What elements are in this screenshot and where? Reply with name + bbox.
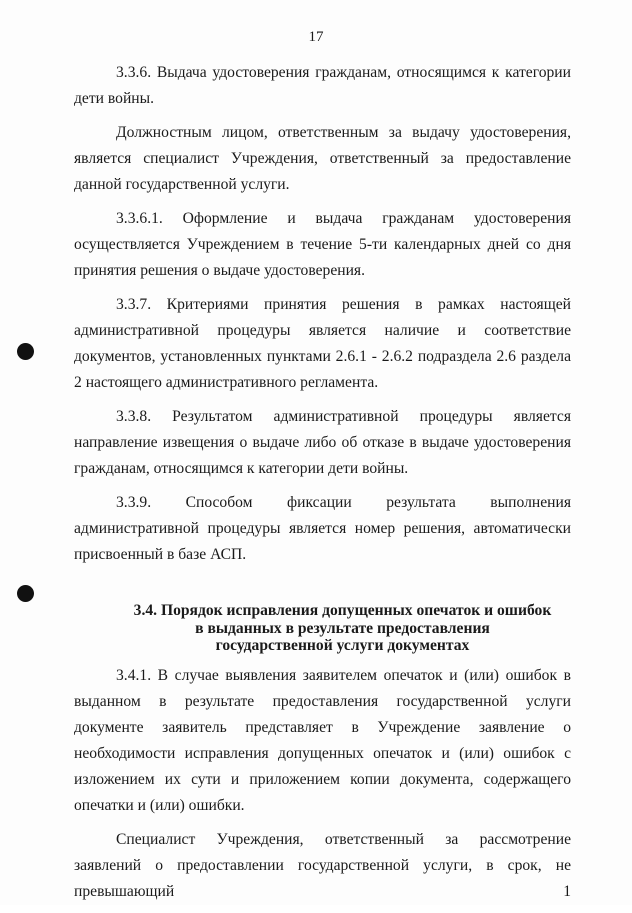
document-body — [74, 60, 571, 913]
paragraph-specialist: Специалист Учреждения, ответственный за рассмотрение заявлений о предоставлении государственной услуги, в срок, не превышающий 1 — [74, 830, 571, 900]
section-heading-line: в выданных в результате предоставления — [195, 619, 490, 637]
paragraph-3-3-6-1: 3.3.6.1. Оформление и выдача гражданам удостоверения осуществляется Учреждением в течение 5-ти календарных дней со дня принятия решения о выдаче удостоверения. — [74, 210, 571, 279]
page-number: 17 — [308, 29, 324, 45]
paragraph-3-3-6: 3.3.6. Выдача удостоверения гражданам, относящимся к категории дети войны. — [74, 64, 571, 107]
punch-hole-mark — [17, 585, 34, 602]
section-heading-line: государственной услуги документах — [215, 637, 470, 654]
paragraph-responsible-official: Должностным лицом, ответственным за выдачу удостоверения, является специалист Учреждения, ответственный за предоставление данной государственной услуги. — [74, 124, 571, 193]
section-heading-line: 3.4. Порядок исправления допущенных опечаток и ошибок — [133, 602, 552, 619]
paragraph-3-3-7: 3.3.7. Критериями принятия решения в рамках настоящей административной процедуры является наличие и соответствие документов, установленных пунктами 2.6.1 - 2.6.2 подраздела 2.6 раздела 2 настоящего административного регламента. — [74, 296, 571, 391]
paragraph-3-4-1: 3.4.1. В случае выявления заявителем опечаток и (или) ошибок в выданном в результате предоставления государственной услуги документе заявитель представляет в Учреждение заявление о необходимости исправления допущенных опечаток и (или) ошибок с изложением их сути и приложением копии документа, содержащего опечатки и (или) ошибки. — [74, 666, 571, 814]
section-heading-3-4 — [74, 602, 571, 655]
punch-hole-mark — [17, 343, 34, 360]
paragraph-3-3-9: 3.3.9. Способом фиксации результата выполнения административной процедуры является номер решения, автоматически присвоенный в базе АСП. — [74, 494, 571, 563]
paragraph-3-3-8: 3.3.8. Результатом административной процедуры является направление извещения о выдаче либо об отказе в выдаче удостоверения гражданам, относящимся к категории дети войны. — [74, 408, 571, 477]
